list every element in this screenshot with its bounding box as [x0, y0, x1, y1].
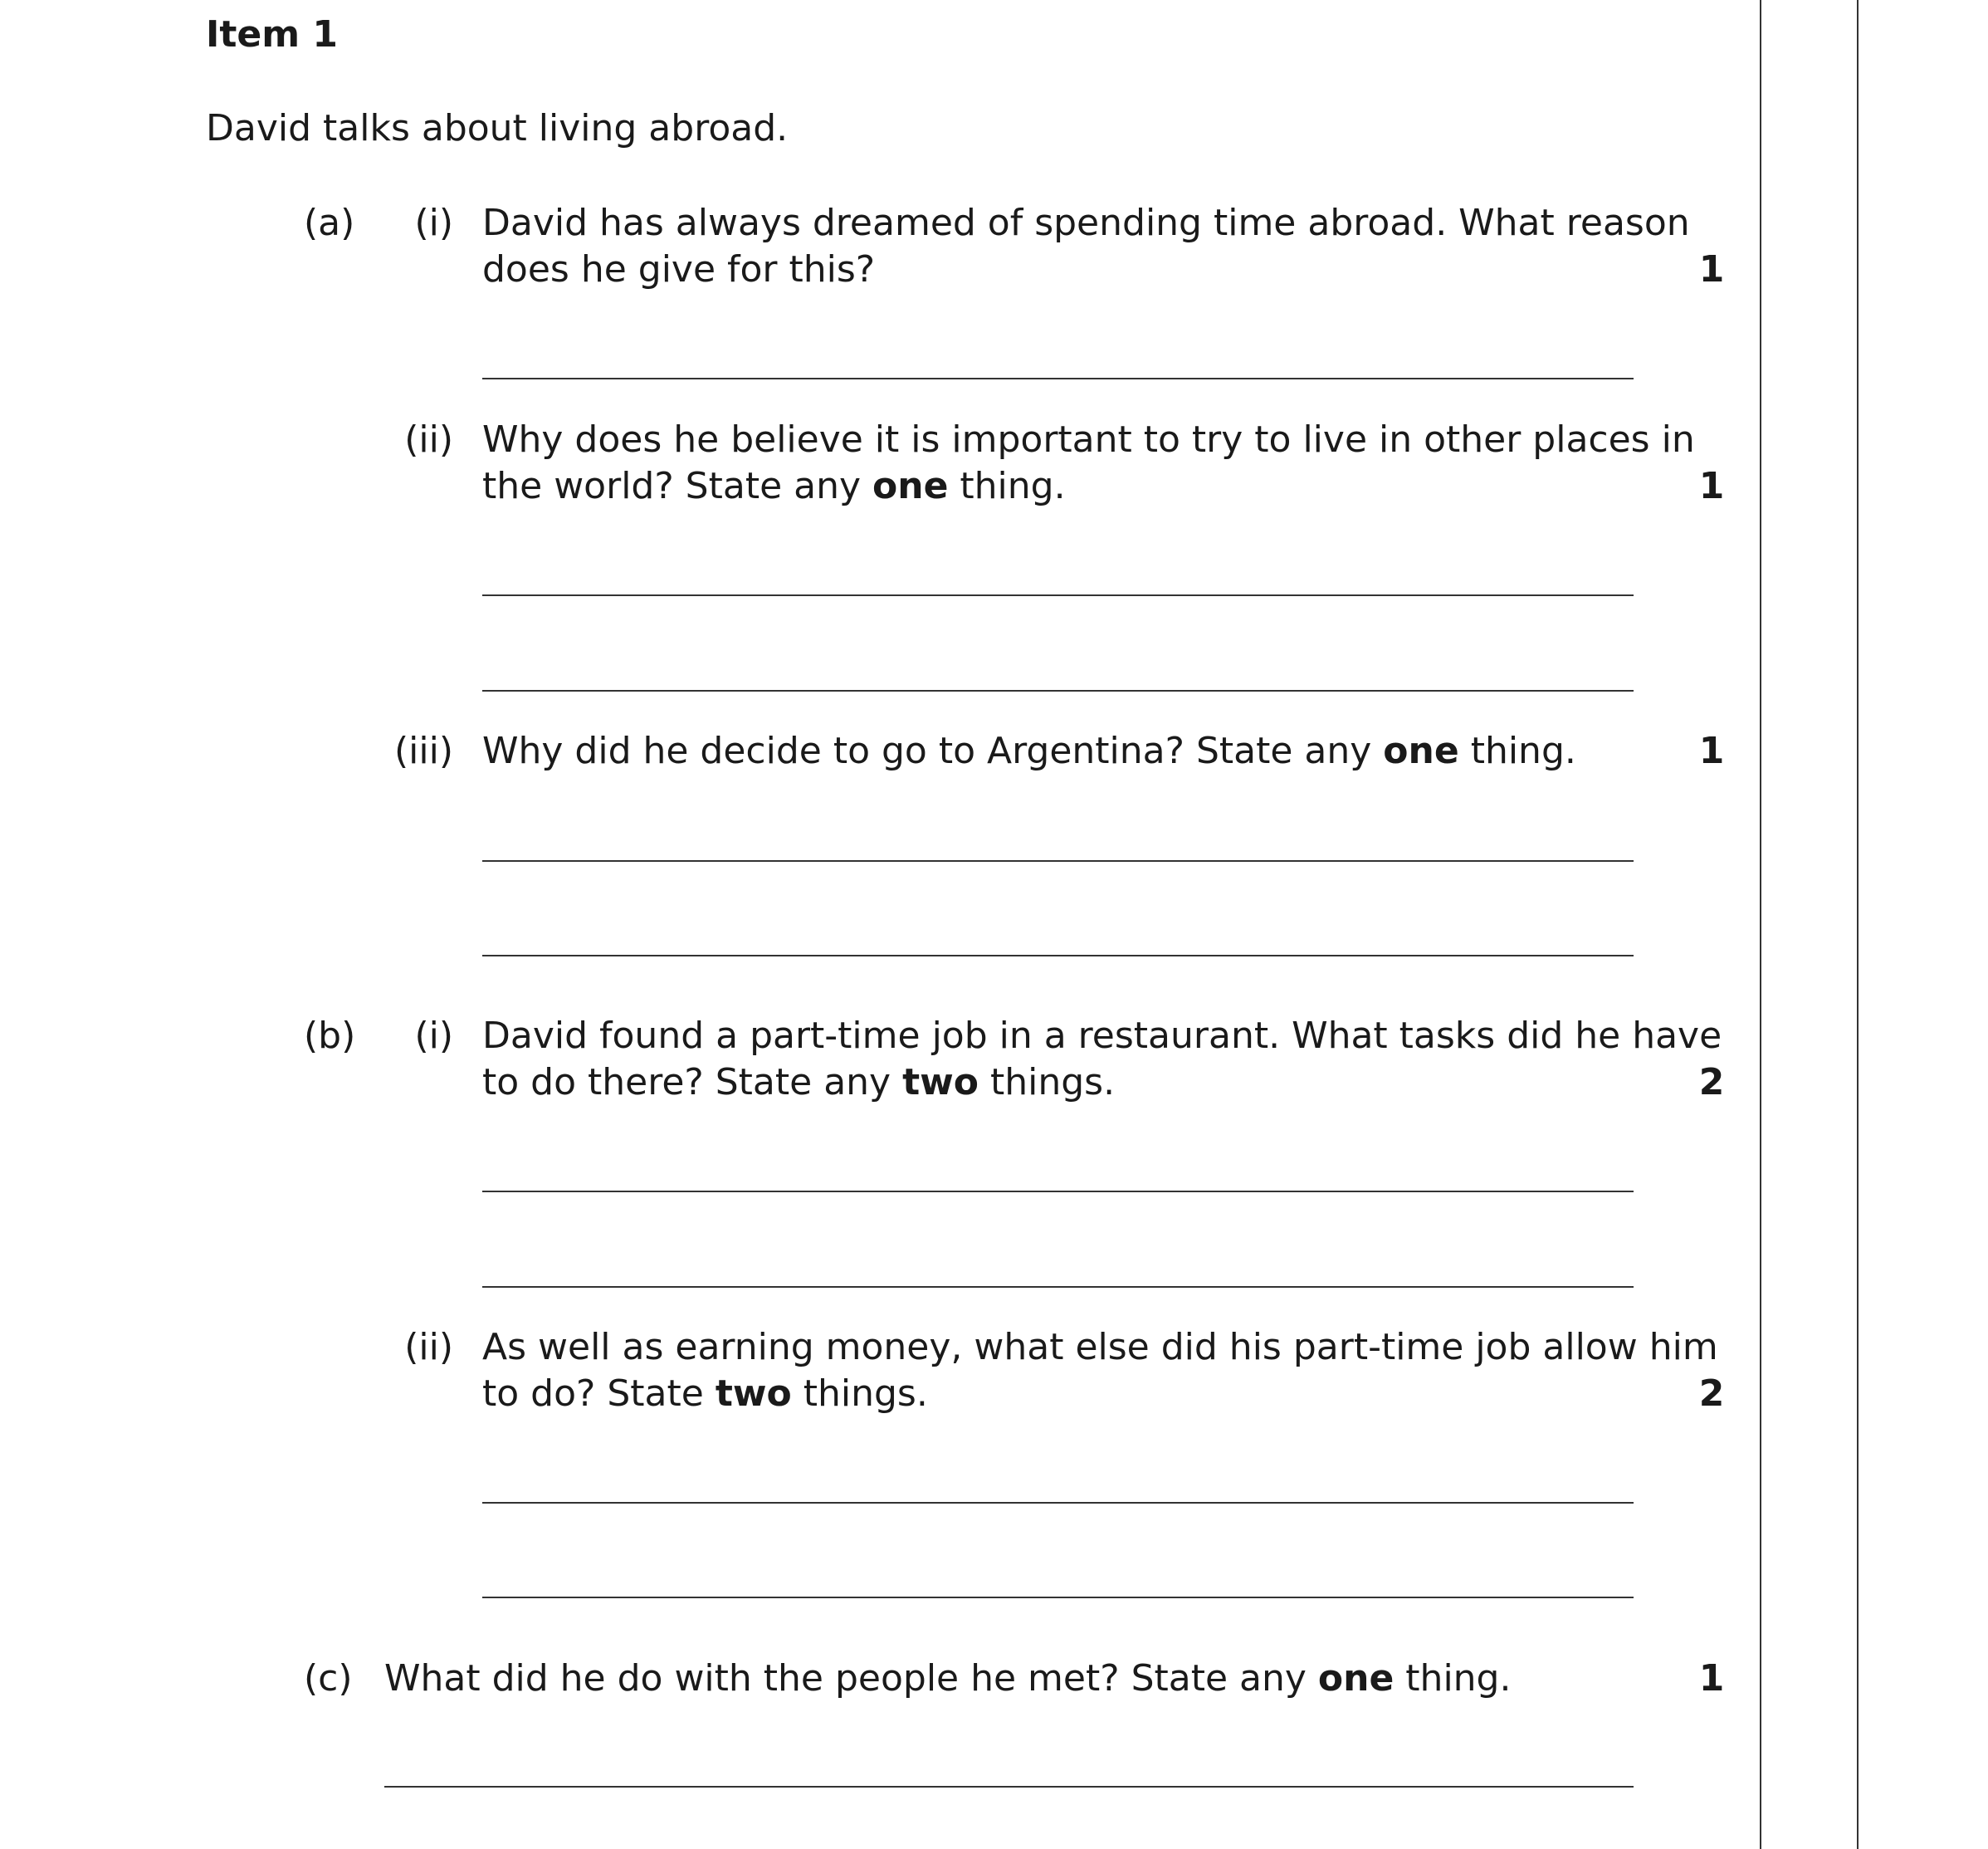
question-b-i-emphasis: two [902, 1061, 979, 1103]
answer-line-a-ii-2[interactable] [482, 690, 1634, 692]
question-a-ii-line2-pre: the world? State any [482, 465, 873, 507]
answer-line-a-ii-1[interactable] [482, 594, 1634, 596]
question-b-ii-line1: As well as earning money, what else did his part-time job allow him [482, 1326, 1718, 1368]
answer-line-b-ii-2[interactable] [482, 1597, 1634, 1598]
answer-line-a-iii-2[interactable] [482, 955, 1634, 956]
answer-line-a-i-1[interactable] [482, 378, 1634, 379]
answer-line-c-1[interactable] [384, 1786, 1634, 1788]
question-a-iii-number: (iii) [393, 730, 453, 772]
question-a-ii-line2-post: thing. [948, 465, 1066, 507]
question-b-i-text [482, 1013, 1722, 1106]
answer-line-b-i-2[interactable] [482, 1286, 1634, 1288]
question-a-i-number: (i) [414, 202, 453, 244]
question-b-i-line2-post: things. [979, 1061, 1116, 1103]
question-a-i-line2: does he give for this? [482, 248, 876, 291]
question-b-ii-line2-post: things. [791, 1372, 928, 1415]
question-b-ii-marks: 2 [1698, 1372, 1725, 1415]
question-b-label: (b) [304, 1015, 356, 1057]
question-a-i-text [482, 200, 1690, 293]
question-a-ii-text [482, 417, 1695, 510]
question-b-ii-line2-pre: to do? State [482, 1372, 716, 1415]
question-a-iii-marks: 1 [1698, 730, 1725, 772]
question-a-ii-emphasis: one [872, 465, 949, 507]
question-c-label: (c) [304, 1657, 353, 1700]
question-a-ii-marks: 1 [1698, 465, 1725, 507]
question-a-label: (a) [304, 202, 355, 244]
question-a-ii-line1: Why does he believe it is important to try to live in other places in [482, 418, 1695, 461]
question-b-ii-text [482, 1324, 1718, 1417]
question-c-line1-post: thing. [1394, 1657, 1512, 1700]
answer-line-a-iii-1[interactable] [482, 860, 1634, 862]
intro-text: David talks about living abroad. [206, 107, 789, 149]
margin-rule-right [1857, 0, 1859, 1849]
question-b-i-line2 [482, 1059, 1634, 1106]
question-a-i-marks: 1 [1698, 248, 1725, 291]
question-a-i-line1: David has always dreamed of spending time abroad. What reason [482, 202, 1690, 244]
question-c-emphasis: one [1317, 1657, 1395, 1700]
answer-line-b-ii-1[interactable] [482, 1502, 1634, 1504]
question-a-iii-text [482, 728, 1634, 775]
question-a-iii-emphasis: one [1383, 730, 1459, 772]
item-title: Item 1 [206, 13, 339, 56]
question-c-line1-pre: What did he do with the people he met? State any [384, 1657, 1318, 1700]
answer-line-b-i-1[interactable] [482, 1191, 1634, 1192]
question-c-line1 [384, 1656, 1634, 1702]
question-a-iii-line1-post: thing. [1458, 730, 1576, 772]
question-a-iii-line1 [482, 728, 1634, 775]
question-b-ii-emphasis: two [715, 1372, 792, 1415]
question-a-iii-line1-pre: Why did he decide to go to Argentina? State any [482, 730, 1384, 772]
question-c-text [384, 1656, 1634, 1702]
question-b-i-number: (i) [414, 1015, 453, 1057]
question-b-ii-number: (ii) [404, 1326, 453, 1368]
question-a-ii-number: (ii) [404, 418, 453, 461]
question-c-marks: 1 [1698, 1657, 1725, 1700]
margin-rule-left [1760, 0, 1761, 1849]
question-b-i-marks: 2 [1698, 1061, 1725, 1103]
question-a-ii-line2 [482, 463, 1634, 510]
question-b-i-line2-pre: to do there? State any [482, 1061, 903, 1103]
question-b-i-line1: David found a part-time job in a restaurant. What tasks did he have [482, 1015, 1722, 1057]
question-b-ii-line2 [482, 1371, 1634, 1417]
